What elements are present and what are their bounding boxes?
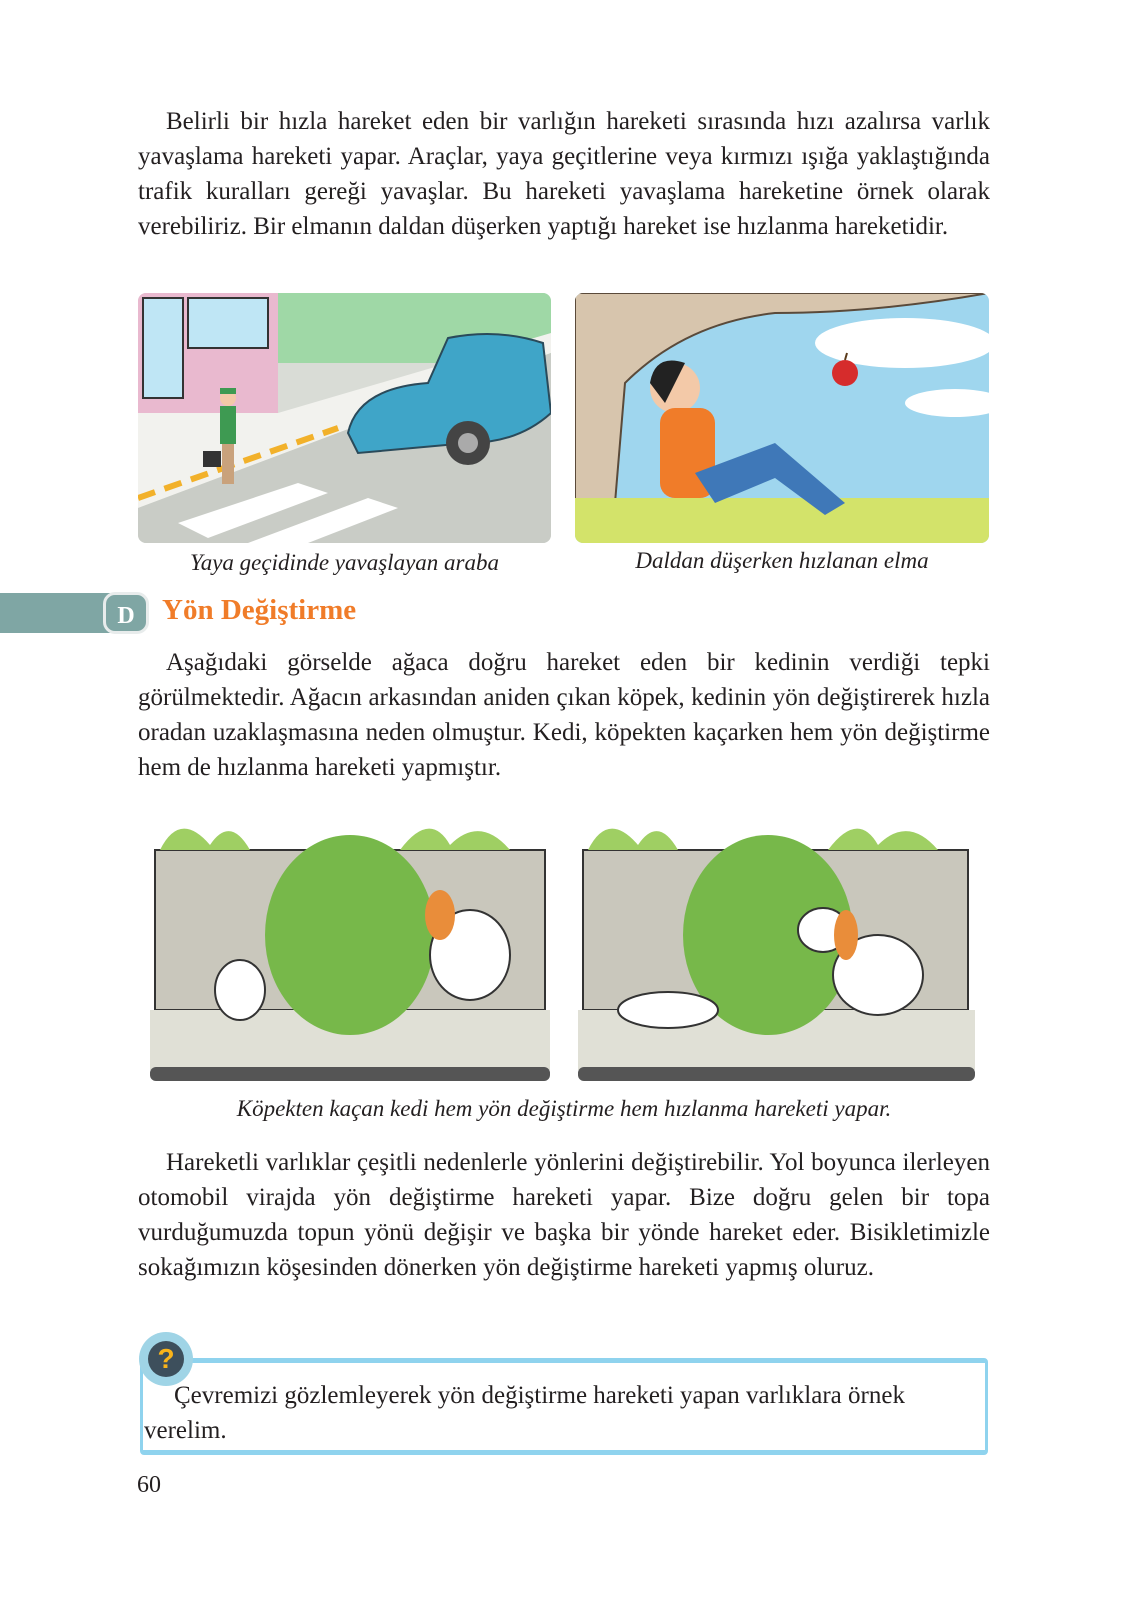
boy-sitting xyxy=(650,361,845,516)
running-cat xyxy=(618,992,718,1028)
cat-dog-scene-2 xyxy=(578,805,975,1085)
question-text-content: Çevremizi gözlemleyerek yön değiştirme hareketi yapan varlıklara örnek verelim. xyxy=(144,1382,905,1444)
section-band xyxy=(0,593,112,633)
paragraph-cat-dog xyxy=(138,645,990,785)
cat xyxy=(215,960,265,1020)
caption-car: Yaya geçidinde yavaşlayan araba xyxy=(190,550,499,575)
cat-dog-scene-1 xyxy=(150,805,550,1085)
paragraph-text: Hareketli varlıklar çeşitli nedenlerle yönlerini değiştirebilir. Yol boyunca ilerleyen otomobil virajda yön değiştirme hareketi yapar. Bize doğru gelen bir topa vurduğumuzda topun yönü değişir ve başka bir yönde hareket eder. Bisikletimizle sokağımızın köşesinden dönerken yön değiştirme hareketi yapmış oluruz. xyxy=(138,1149,990,1281)
cat-fleeing-dog-illustration xyxy=(578,805,975,1085)
question-text xyxy=(144,1378,984,1448)
caption-apple: Daldan düşerken hızlanan elma xyxy=(635,548,929,573)
question-icon: ? xyxy=(139,1332,193,1386)
paragraph-slowing-speeding xyxy=(138,104,990,244)
car-scene xyxy=(138,293,551,543)
apple-scene xyxy=(575,293,989,543)
paragraph-text: Belirli bir hızla hareket eden bir varlığın hareketi sırasında hızı azalırsa varlık yavaşlama hareketi yapar. Araçlar, yaya geçitlerine veya kırmızı ışığa yaklaştığında trafik kuralları gereği yavaşlar. Bu hareketi yavaşlama hareketine örnek olarak verebiliriz. Bir elmanın daldan düşerken yaptığı hareket ise hızlanma hareketidir. xyxy=(138,108,990,240)
falling-apple-illustration xyxy=(575,293,989,543)
car-crosswalk-illustration xyxy=(138,293,551,543)
section-letter-badge: D xyxy=(103,592,149,634)
section-title: Yön Değiştirme xyxy=(162,594,357,626)
page-number: 60 xyxy=(137,1472,161,1498)
paragraph-text: Aşağıdaki görselde ağaca doğru hareket eden bir kedinin verdiği tepki görülmektedir. Ağacın arkasından aniden çıkan köpek, kedinin yön değiştirerek hızla oradan uzaklaşmasına neden olmuştur. Kedi, köpekten kaçarken hem yön değiştirme hem de hızlanma hareketi yapmıştır. xyxy=(138,649,990,781)
bush xyxy=(265,835,435,1035)
paragraph-direction-change xyxy=(138,1145,990,1285)
cat-approaching-tree-illustration xyxy=(150,805,550,1085)
caption-cat-dog: Köpekten kaçan kedi hem yön değiştirme hem hızlanma hareketi yapar. xyxy=(236,1096,892,1121)
